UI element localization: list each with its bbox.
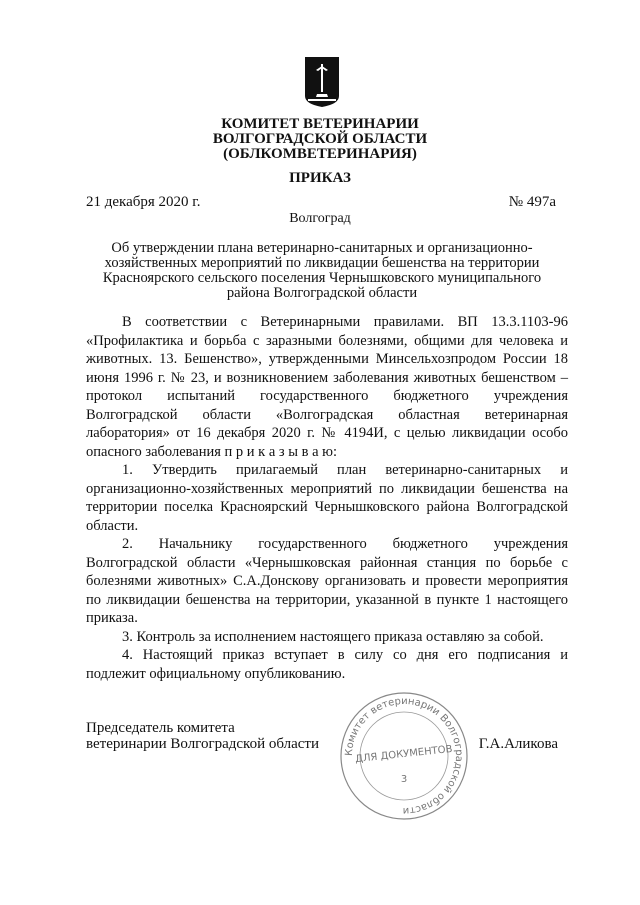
body-paragraph-item2: 2. Начальнику государственного бюджетного учреждения Волгоградской области «Чернышковская районная станция по борьбе с болезнями животных» С.А.Донскову организовать и провести мероприятия по ликвидации бешенства на территории, указанной в пункте 1 настоящего приказа. — [86, 536, 568, 626]
signatory-title-line2: ветеринарии Волгоградской области — [86, 736, 319, 752]
document-date: 21 декабря 2020 г. — [86, 194, 201, 210]
signatory-title-line1: Председатель комитета — [86, 720, 235, 736]
body-paragraph-item3: 3. Контроль за исполнением настоящего приказа оставляю за собой. — [122, 628, 544, 645]
body-paragraph-preamble: В соответствии с Ветеринарными правилами. ВП 13.3.1103-96 «Профилактика и борьба с заразными болезнями, общими для человека и животных. 13. Бешенство», утвержденными Минсельхозпродом России 18 июня 1996 г. № 23, и возникновением заболевания животных бешенством – протокол испытаний государственного бюджетного учреждения Волгоградской области «Волгоградская областная ветеринарная лаборатория» от 16 декабря 2020 г. № 4194И, с целью ликвидации особо опасного заболевания п р и к а з ы в а ю: — [86, 314, 568, 460]
document-body — [86, 313, 568, 683]
body-paragraph-item1: 1. Утвердить прилагаемый план ветеринарно-санитарных и организационно-хозяйственных мероприятий по ликвидации бешенства на территории поселка Красноярский Чернышковского района Волгоградской области. — [86, 462, 568, 534]
org-name-line1: КОМИТЕТ ВЕТЕРИНАРИИ — [221, 116, 419, 132]
org-name-line2: ВОЛГОГРАДСКОЙ ОБЛАСТИ — [212, 131, 428, 147]
official-stamp — [338, 690, 470, 822]
signatory-title — [86, 720, 319, 752]
document-number: № 497а — [508, 194, 556, 210]
stamp-number: 3 — [400, 774, 408, 785]
body-paragraph-item4: 4. Настоящий приказ вступает в силу со дня его подписания и подлежит официальному опубликованию. — [86, 647, 568, 682]
stamp-inner-text: ДЛЯ ДОКУМЕНТОВ — [354, 743, 453, 766]
org-name-line3: (ОБЛКОМВЕТЕРИНАРИЯ) — [223, 146, 417, 162]
coat-of-arms-emblem — [304, 56, 340, 108]
document-city: Волгоград — [289, 211, 351, 226]
signatory-name: Г.А.Аликова — [478, 736, 558, 752]
document-type: ПРИКАЗ — [289, 170, 351, 186]
document-subject: Об утверждении плана ветеринарно-санитарных и организационно-хозяйственных мероприятий по ликвидации бешенства на территории Красноярского сельского поселения Чернышковского муниципального района Волгоградской области — [102, 240, 542, 301]
stamp-outer-text: Комитет ветеринарии Волгоградской области — [343, 695, 465, 817]
